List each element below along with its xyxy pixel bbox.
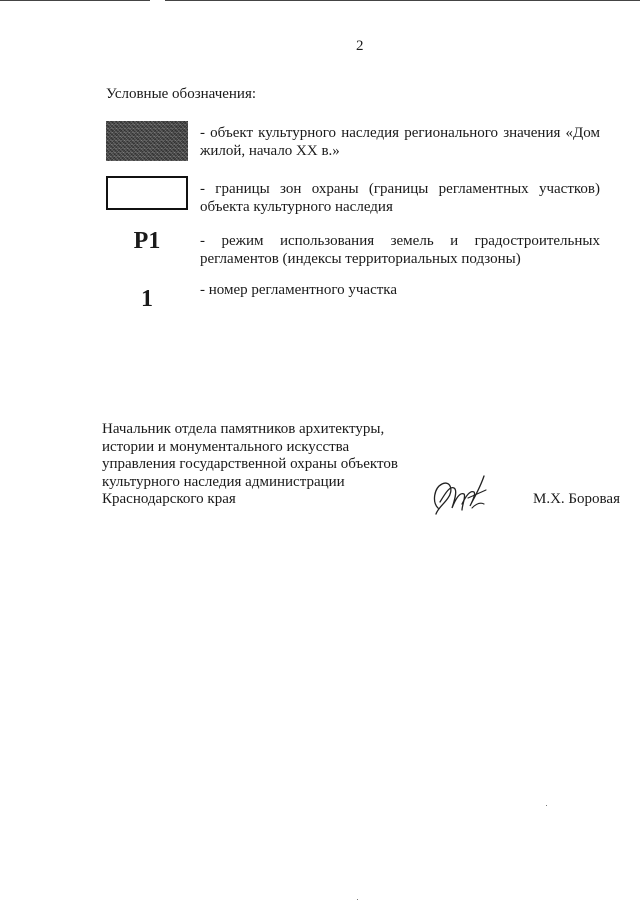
legend-symbol-label <box>106 228 188 254</box>
signatory-name: М.Х. Боровая <box>533 491 620 507</box>
page-number: 2 <box>356 38 364 54</box>
position-line: управления государственной охраны объектов <box>102 456 398 472</box>
legend-symbol-boundary <box>106 176 188 210</box>
legend-item-heritage-object <box>106 121 600 165</box>
legend-symbol-hatched <box>106 121 188 161</box>
legend-symbol-label <box>106 286 188 312</box>
signatory-position <box>102 421 422 509</box>
plot-number-label: 1 <box>141 286 153 312</box>
legend-item-plot-number <box>106 284 600 314</box>
position-line: Краснодарского края <box>102 491 236 507</box>
zone-index-label: Р1 <box>133 228 161 254</box>
legend-item-text: - режим использования земель и градостроительных регламентов (индексы территориальных подзоны) <box>200 233 600 267</box>
boundary-rectangle-swatch <box>106 176 188 210</box>
legend-item-protection-zone <box>106 176 600 216</box>
position-line: Начальник отдела памятников архитектуры, <box>102 421 385 437</box>
legend-title: Условные обозначения: <box>106 86 257 102</box>
hatched-fill-swatch <box>106 121 188 161</box>
legend-item-text: - объект культурного наследия регионального значения «Дом жилой, начало XX в.» <box>200 125 600 159</box>
legend-item-land-use-mode <box>106 229 600 269</box>
scan-speck <box>357 899 358 900</box>
position-line: истории и монументального искусства <box>102 438 350 455</box>
position-line: культурного наследия администрации <box>102 473 345 490</box>
legend-item-text: - границы зон охраны (границы регламентных участков) объекта культурного наследия <box>200 181 600 215</box>
legend-item-text: - номер регламентного участка <box>200 282 397 298</box>
scan-top-edge <box>0 0 640 2</box>
handwritten-signature <box>428 468 492 520</box>
scan-speck <box>546 805 547 806</box>
